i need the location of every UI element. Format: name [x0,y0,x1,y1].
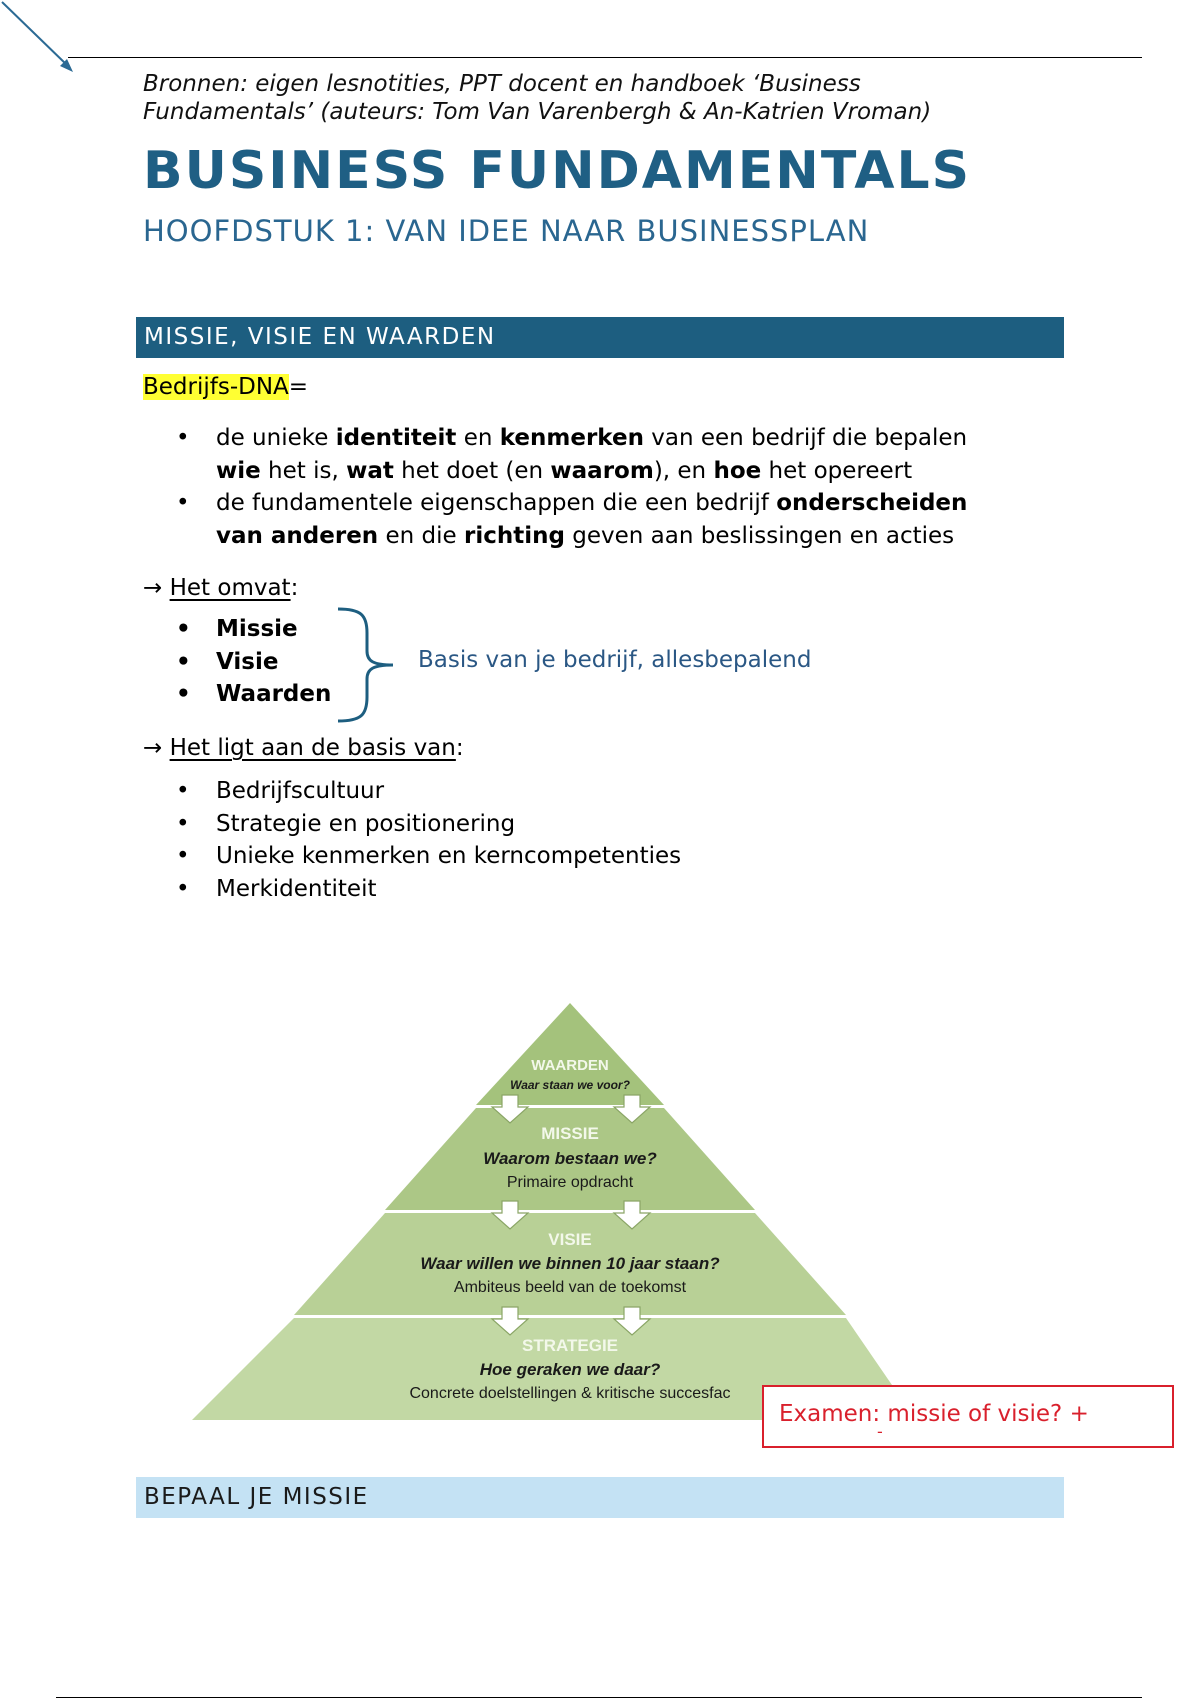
text-run: het is, [260,457,347,484]
sources-line-2: Fundamentals’ (auteurs: Tom Van Varenbergh & An-Katrien Vroman) [143,99,932,125]
pyramid-desc-strategie: Concrete doelstellingen & kritische succesfac [409,1385,731,1402]
pyramid-name-missie: MISSIE [541,1124,599,1143]
omvat-label: Het omvat [169,575,291,601]
omvat-line [143,573,298,603]
section-heading-bepaal-je-missie: BEPAAL JE MISSIE [136,1477,1064,1518]
basis-list [143,775,943,905]
bold-term: hoe [713,457,762,484]
pyramid-desc-visie: Ambiteus beeld van de toekomst [453,1279,687,1296]
definition-bullet [143,422,1043,487]
bold-term: identiteit [335,425,457,451]
right-arrow-icon: → [143,735,163,761]
text-run: geven aan beslissingen en acties [564,522,955,549]
chapter-subtitle: HOOFDSTUK 1: VAN IDEE NAAR BUSINESSPLAN [143,214,870,248]
pyramid-desc-missie: Primaire opdracht [506,1174,634,1191]
pyramid-question-visie: Waar willen we binnen 10 jaar staan? [420,1254,720,1273]
pyramid-question-strategie: Hoe geraken we daar? [479,1360,661,1379]
bold-term: kenmerken [499,425,644,451]
corner-arrow-icon [0,0,90,80]
definition-line [216,487,1043,520]
bold-term: waarom [550,457,654,484]
pyramid-question-missie: Waarom bestaan we? [483,1149,657,1168]
list-item: • Unieke kenmerken en kerncompetenties [143,840,943,873]
list-item-visie: • Visie [143,646,443,679]
bold-term: wie [216,457,261,484]
right-brace-icon [333,605,403,725]
definition-line [216,455,1043,488]
text-run: de unieke [216,425,336,451]
definition-bullet [143,487,1043,552]
text-run: de fundamentele eigenschappen die een bedrijf [216,490,777,516]
pyramid-diagram [180,995,940,1425]
document-title: BUSINESS FUNDAMENTALS [143,141,972,201]
equals-sign: = [288,374,309,400]
list-item: • Strategie en positionering [143,808,943,841]
text-run: van een bedrijf die bepalen [643,425,968,451]
text-run: het opereert [761,457,913,484]
list-item: • Bedrijfscultuur [143,775,943,808]
sources-line-1: Bronnen: eigen lesnotities, PPT docent en handboek ‘Business [143,71,861,97]
bold-term: van anderen [216,522,379,549]
brace-annotation: Basis van je bedrijf, allesbepalend [418,647,812,673]
list-item-waarden: • Waarden [143,678,443,711]
basis-label: Het ligt aan de basis van [169,735,456,761]
highlighted-term: Bedrijfs-DNA [143,374,289,400]
list-item-missie: • Missie [143,613,443,646]
bottom-rule [56,1697,1142,1698]
bold-term: richting [463,522,565,549]
definition-list [143,422,1043,552]
text-run: en [456,425,500,451]
pyramid-name-waarden: WAARDEN [531,1057,609,1074]
top-rule [68,57,1142,58]
exam-comment-box: Examen: missie of visie? + [762,1385,1174,1448]
bedrijfs-dna-term [143,372,308,402]
bold-term: wat [346,457,394,484]
bold-term: onderscheiden [776,490,968,516]
pyramid-question-waarden: Waar staan we voor? [510,1078,630,1092]
right-arrow-icon: → [143,575,163,601]
text-run: het doet (en [393,457,551,484]
definition-line [216,520,1043,553]
text-run: ), en [653,457,714,484]
definition-line [216,422,1043,455]
text-run: en die [378,522,464,549]
basis-line [143,733,464,763]
section-heading-missie-visie-waarden: MISSIE, VISIE EN WAARDEN [136,317,1064,358]
omvat-colon: : [290,575,299,601]
pyramid-name-strategie: STRATEGIE [521,1336,619,1355]
sources-note [143,70,1043,126]
pyramid-name-visie: VISIE [548,1230,592,1249]
list-item: • Merkidentiteit [143,873,943,906]
basis-colon: : [455,735,464,761]
exam-comment-dash: - [877,1422,883,1441]
